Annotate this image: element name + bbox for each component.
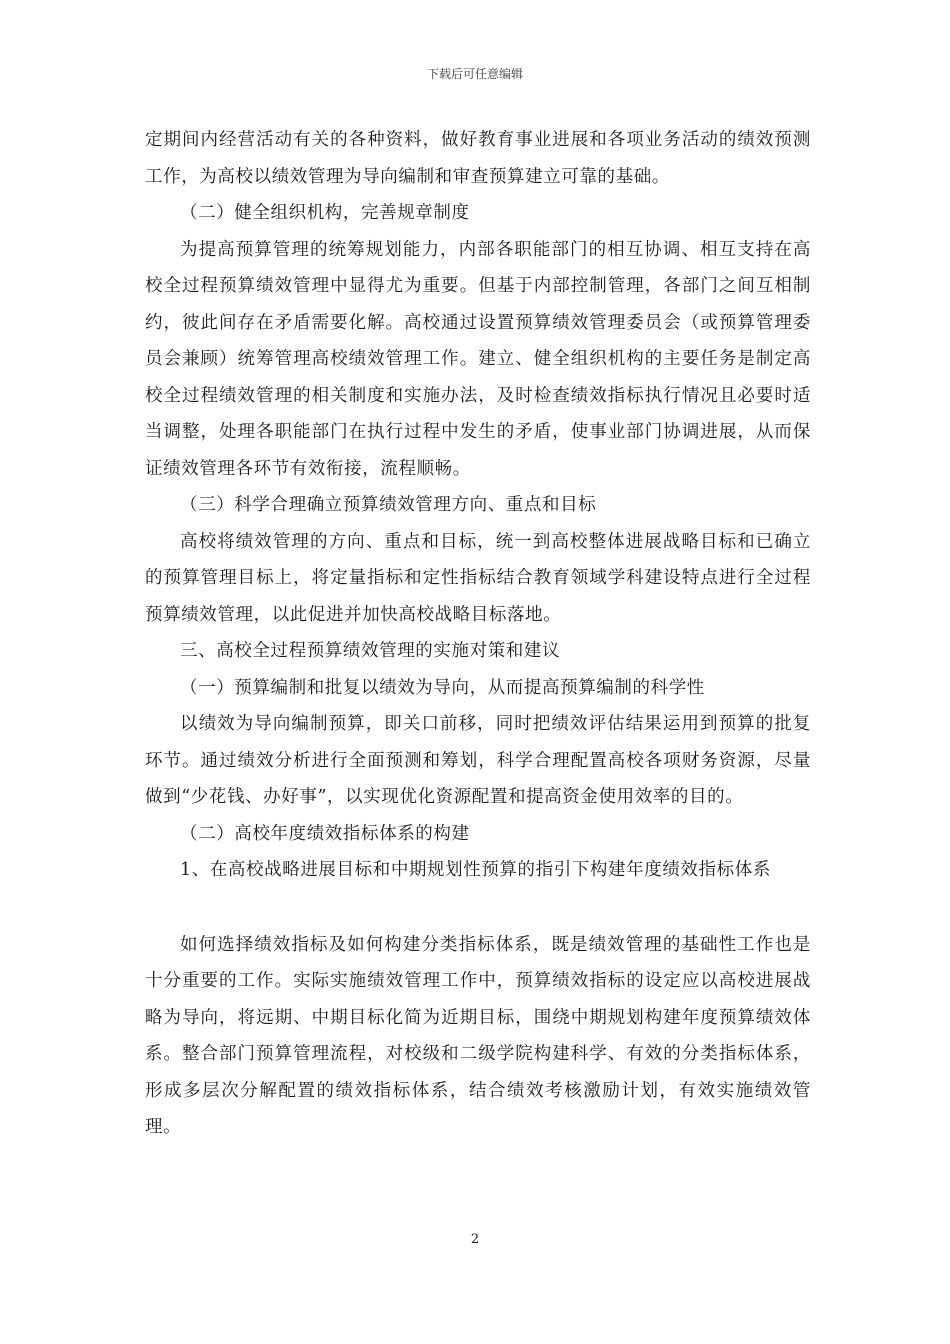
item-heading-1: 1、在高校战略进展目标和中期规划性预算的指引下构建年度绩效指标体系 xyxy=(180,860,771,880)
subsection-heading-1: （一）预算编制和批复以绩效为导向，从而提高预算编制的科学性 xyxy=(180,677,705,698)
section-heading-2: （二）健全组织机构，完善规章制度 xyxy=(180,203,470,223)
page-header: 下载后可任意编辑 xyxy=(426,67,523,81)
page-number: 2 xyxy=(470,1232,480,1247)
section-heading-3: （三）科学合理确立预算绩效管理方向、重点和目标 xyxy=(180,495,597,515)
paragraph-indicators: 如何选择绩效指标及如何构建分类指标体系，既是绩效管理的基础性工作也是十分重要的工作。实际实施绩效管理工作中，预算绩效指标的设定应以高校进展战略为导向，将远期、中期目标化简为近期目标，围绕中期规划构建年度预算绩效体系。整合部门预算管理流程，对校级和二级学院构建科学、有效的分类指标体系，形成多层次分解配置的绩效指标体系，结合绩效考核激励计划，有效实施绩效管理。 xyxy=(145,934,811,1137)
paragraph-continuation: 定期间内经营活动有关的各种资料，做好教育事业进展和各项业务活动的绩效预测工作，为高校以绩效管理为导向编制和审查预算建立可靠的基础。 xyxy=(145,130,811,187)
subsection-heading-2: （二）高校年度绩效指标体系的构建 xyxy=(180,823,470,844)
chapter-heading-3: 三、高校全过程预算绩效管理的实施对策和建议 xyxy=(180,641,561,661)
paragraph-budget: 以绩效为导向编制预算，即关口前移，同时把绩效评估结果运用到预算的批复环节。通过绩效分析进行全面预测和筹划，科学合理配置高校各项财务资源，尽量做到“少花钱、办好事”，以实现优化资源配置和提高资金使用效率的目的。 xyxy=(145,714,811,807)
blank-line xyxy=(145,889,811,927)
paragraph-direction: 高校将绩效管理的方向、重点和目标，统一到高校整体进展战略目标和已确立的预算管理目标上，将定量指标和定性指标结合教育领域学科建设特点进行全过程预算绩效管理，以此促进并加快高校战略目标落地。 xyxy=(145,531,811,625)
paragraph-organization: 为提高预算管理的统筹规划能力，内部各职能部门的相互协调、相互支持在高校全过程预算绩效管理中显得尤为重要。但基于内部控制管理，各部门之间互相制约，彼此间存在矛盾需要化解。高校通过设置预算绩效管理委员会（或预算管理委员会兼顾）统筹管理高校绩效管理工作。建立、健全组织机构的主要任务是制定高校全过程绩效管理的相关制度和实施办法，及时检查绩效指标执行情况且必要时适当调整，处理各职能部门在执行过程中发生的矛盾，使事业部门协调进展，从而保证绩效管理各环节有效衔接，流程顺畅。 xyxy=(145,239,811,479)
document-body xyxy=(145,122,811,1146)
